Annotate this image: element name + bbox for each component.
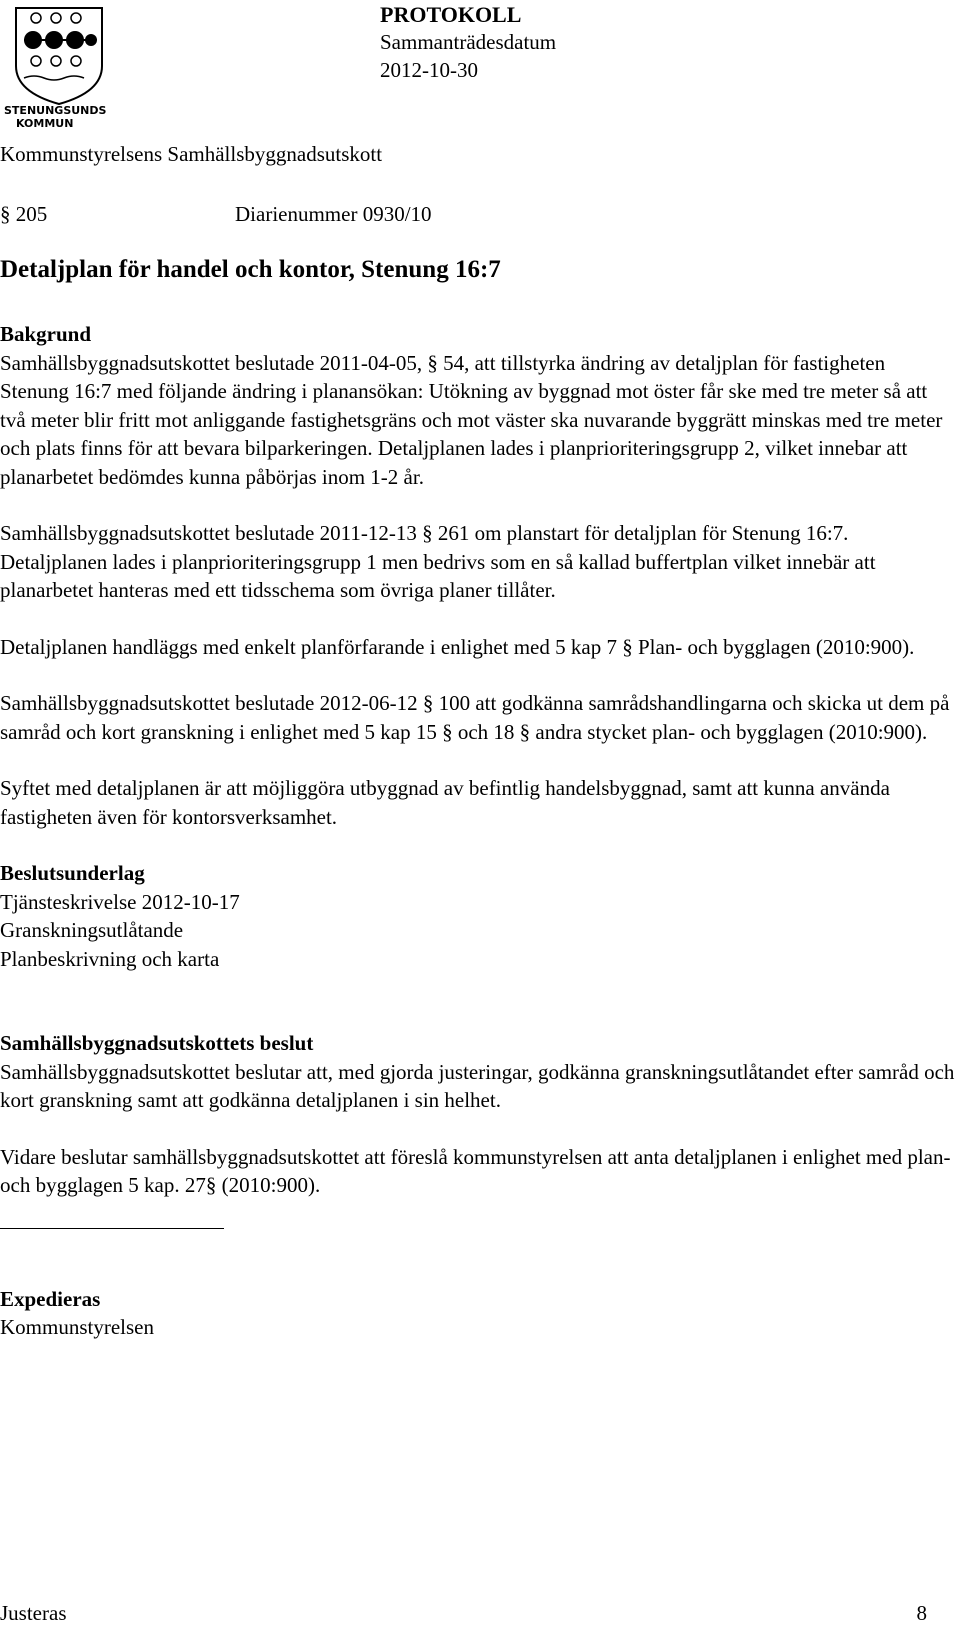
section-heading-beslut: Samhällsbyggnadsutskottets beslut xyxy=(0,1031,314,1055)
bakgrund-paragraph: Syftet med detaljplanen är att möjliggöra utbyggnad av befintlig handelsbyggnad, samt att kunna använda fastigheten även för kontorsverksamhet. xyxy=(0,776,890,829)
paragraph-number: § 205 xyxy=(0,202,48,226)
bakgrund-paragraph: Samhällsbyggnadsutskottet beslutade 2011-12-13 § 261 om planstart för detaljplan för Stenung 16:7. Detaljplanen lades i planprioriteringsgrupp 1 men bedrivs som en så kallad buffertplan vilket innebär att planarbetet hanteras med ett tidsschema som övriga planer tillåter. xyxy=(0,521,876,602)
meeting-date-label: Sammanträdesdatum xyxy=(380,30,557,54)
page-number: 8 xyxy=(916,1601,927,1625)
underlag-item: Planbeskrivning och karta xyxy=(0,946,220,971)
bakgrund-paragraph: Detaljplanen handläggs med enkelt planförfarande i enlighet med 5 kap 7 § Plan- och bygglagen (2010:900). xyxy=(0,634,915,659)
meeting-date: 2012-10-30 xyxy=(380,58,478,82)
underlag-item: Tjänsteskrivelse 2012-10-17 xyxy=(0,889,240,914)
justeras-label: Justeras xyxy=(0,1601,67,1625)
beslut-paragraph: Samhällsbyggnadsutskottet beslutar att, med gjorda justeringar, godkänna granskningsutlåtandet efter samråd och kort granskning samt att godkänna detaljplanen i sin helhet. xyxy=(0,1059,955,1112)
paragraph-line xyxy=(0,200,432,229)
document-type: PROTOKOLL xyxy=(380,2,522,27)
protocol-body xyxy=(0,320,955,1342)
diarienummer: Diarienummer 0930/10 xyxy=(235,202,432,226)
municipality-logo xyxy=(4,4,124,128)
logo-text-line2: KOMMUN xyxy=(16,117,74,128)
section-heading-bakgrund: Bakgrund xyxy=(0,322,92,346)
bakgrund-paragraph: Samhällsbyggnadsutskottet beslutade 2012-06-12 § 100 att godkänna samrådshandlingarna och skicka ut dem på samråd och kort granskning i enlighet med 5 kap 15 § och 18 § andra stycket plan- och bygglagen (2010:900). xyxy=(0,691,950,744)
page-footer xyxy=(0,1599,955,1627)
underlag-item: Granskningsutlåtande xyxy=(0,918,184,942)
beslut-paragraph: Vidare beslutar samhällsbyggnadsutskottet att föreslå kommunstyrelsen att anta detaljplanen i enlighet med plan- och bygglagen 5 kap. 27§ (2010:900). xyxy=(0,1144,951,1197)
divider-line xyxy=(0,1228,224,1229)
section-heading-beslutsunderlag: Beslutsunderlag xyxy=(0,861,145,885)
logo-text-line1: STENUNGSUNDS xyxy=(4,104,107,117)
expedieras-recipient: Kommunstyrelsen xyxy=(0,1315,154,1339)
bakgrund-paragraph: Samhällsbyggnadsutskottet beslutade 2011-04-05, § 54, att tillstyrka ändring av detaljplan för fastigheten Stenung 16:7 med följande ändring i planansökan: Utökning av byggnad mot öster får ske med tre meter så att två meter blir fritt mot anliggande fastighetsgräns och mot väster ska nuvarande byggrätt minskas med tre meter och plats finns för att bevara bilparkeringen. Detaljplanen lades i planprioriteringsgrupp 2, vilket innebar att planarbetet bedömdes kunna påbörjas inom 1-2 år. xyxy=(0,350,943,489)
document-title: Detaljplan för handel och kontor, Stenung 16:7 xyxy=(0,256,501,283)
committee-name: Kommunstyrelsens Samhällsbyggnadsutskott xyxy=(0,142,383,166)
section-heading-expedieras: Expedieras xyxy=(0,1286,101,1311)
